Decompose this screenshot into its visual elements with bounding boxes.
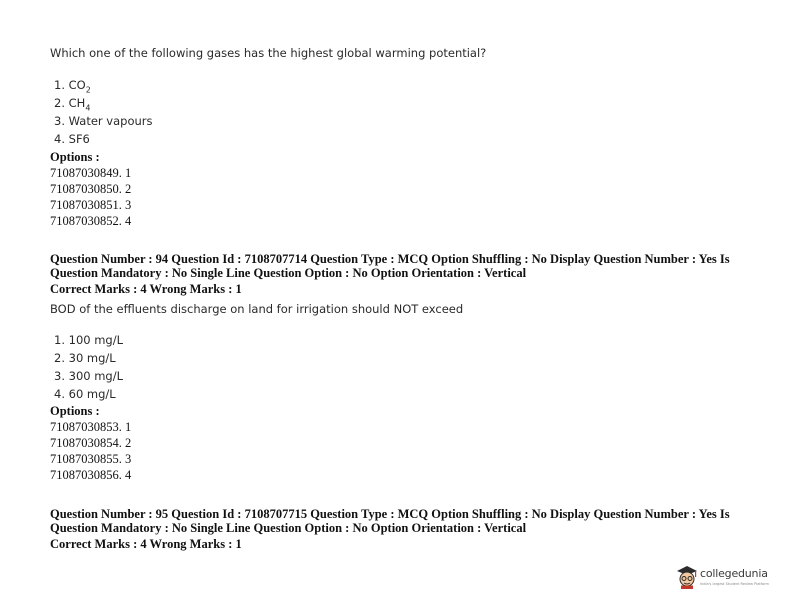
choice-subscript: 2 — [85, 85, 91, 95]
choice-number: 4. — [54, 132, 65, 146]
choice-text: CH — [68, 96, 86, 110]
logo-wordmark: collegedunia — [700, 567, 768, 580]
question-meta: Question Number : 95 Question Id : 7108707715 Question Type : MCQ Option Shuffling : No Display Question Number : Yes Is Question Mandatory : No Single Line Question Option : No Option Orientation : Vertical — [50, 507, 730, 535]
question-text: BOD of the effluents discharge on land for irrigation should NOT exceed — [50, 302, 464, 316]
logo-tagline: India's largest Student Review Platform — [700, 582, 769, 586]
options-label: Options : — [50, 150, 100, 164]
choice-4: 4. 60 mg/L — [54, 387, 116, 401]
option-id: 71087030855. 3 — [50, 452, 132, 466]
student-mascot-icon — [676, 565, 698, 589]
options-label: Options : — [50, 404, 100, 418]
option-id: 71087030853. 1 — [50, 420, 132, 434]
choice-3 — [54, 114, 153, 128]
choice-3: 3. 300 mg/L — [54, 369, 124, 383]
question-text: Which one of the following gases has the highest global warming potential? — [50, 46, 487, 60]
choice-4 — [54, 132, 90, 146]
option-id: 71087030856. 4 — [50, 468, 132, 482]
choice-1 — [54, 78, 91, 94]
choice-text: SF6 — [68, 132, 90, 146]
option-id: 71087030852. 4 — [50, 214, 132, 228]
collegedunia-logo — [676, 565, 776, 591]
option-id: 71087030849. 1 — [50, 166, 132, 180]
choice-text: CO — [68, 78, 86, 92]
question-meta: Question Number : 94 Question Id : 7108707714 Question Type : MCQ Option Shuffling : No Display Question Number : Yes Is Question Mandatory : No Single Line Question Option : No Option Orientation : Vertical — [50, 252, 730, 280]
choice-2 — [54, 96, 90, 112]
choice-text: Water vapours — [68, 114, 153, 128]
option-id: 71087030850. 2 — [50, 182, 132, 196]
option-id: 71087030854. 2 — [50, 436, 132, 450]
option-id: 71087030851. 3 — [50, 198, 132, 212]
choice-1: 1. 100 mg/L — [54, 333, 124, 347]
choice-subscript: 4 — [85, 103, 91, 113]
choice-number: 3. — [54, 114, 65, 128]
choice-number: 2. — [54, 96, 65, 110]
choice-number: 1. — [54, 78, 65, 92]
question-marks: Correct Marks : 4 Wrong Marks : 1 — [50, 537, 242, 551]
choice-2: 2. 30 mg/L — [54, 351, 116, 365]
question-marks: Correct Marks : 4 Wrong Marks : 1 — [50, 282, 242, 296]
